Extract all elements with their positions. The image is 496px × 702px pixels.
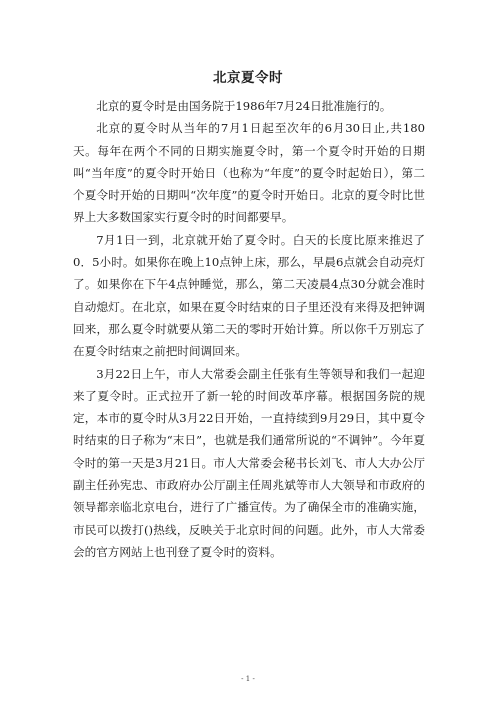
page-title: 北京夏令时 (213, 70, 283, 86)
paragraph-4: 3月22日上午，市人大常委会副主任张有生等领导和我们一起迎来了夏令时。正式拉开了新一轮的时间改革序幕。根据国务院的规定，本市的夏令时从3月22日开始，一直持续到9月29日，其中夏令时结束的日子称为“末日”，也就是我们通常所说的“不调钟”。今年夏令时的第一天是3月21日。市人大常委会秘书长刘飞、市人大办公厅副主任孙宪忠、市政府办公厅副主任周兆斌等市人大领导和市政府的领导都亲临北京电台，进行了广播宣传。为了确保全市的准确实施，市民可以拨打()热线，反映关于北京时间的问题。此外，市人大常委会的官方网站上也刊登了夏令时的资料。 (73, 366, 425, 559)
page-number: - 1 - (241, 675, 255, 683)
document-body (73, 95, 425, 563)
paragraph-1: 北京的夏令时是由国务院于1986年7月24日批准施行的。 (96, 99, 392, 113)
paragraph-3: 7月1日一到，北京就开始了夏令时。白天的长度比原来推迟了0．5小时。如果你在晚上10点钟上床，那么，早晨6点就会自动亮灯了。如果你在下午4点钟睡觉，那么，第二天凌晨4点30分就会准时自动熄灯。在北京，如果在夏令时结束的日子里还没有来得及把钟调回来，那么夏令时就要从第二天的零时开始计算。所以你千万别忘了在夏令时结束之前把时间调回来。 (73, 232, 425, 359)
paragraph-2: 北京的夏令时从当年的7月1日起至次年的6月30日止,共180天。每年在两个不同的日期实施夏令时，第一个夏令时开始的日期叫“当年度”的夏令时开始日（也称为“年度”的夏令时起始日），第二个夏令时开始的日期叫“次年度”的夏令时开始日。北京的夏令时比世界上大多数国家实行夏令时的时间都要早。 (73, 121, 425, 225)
